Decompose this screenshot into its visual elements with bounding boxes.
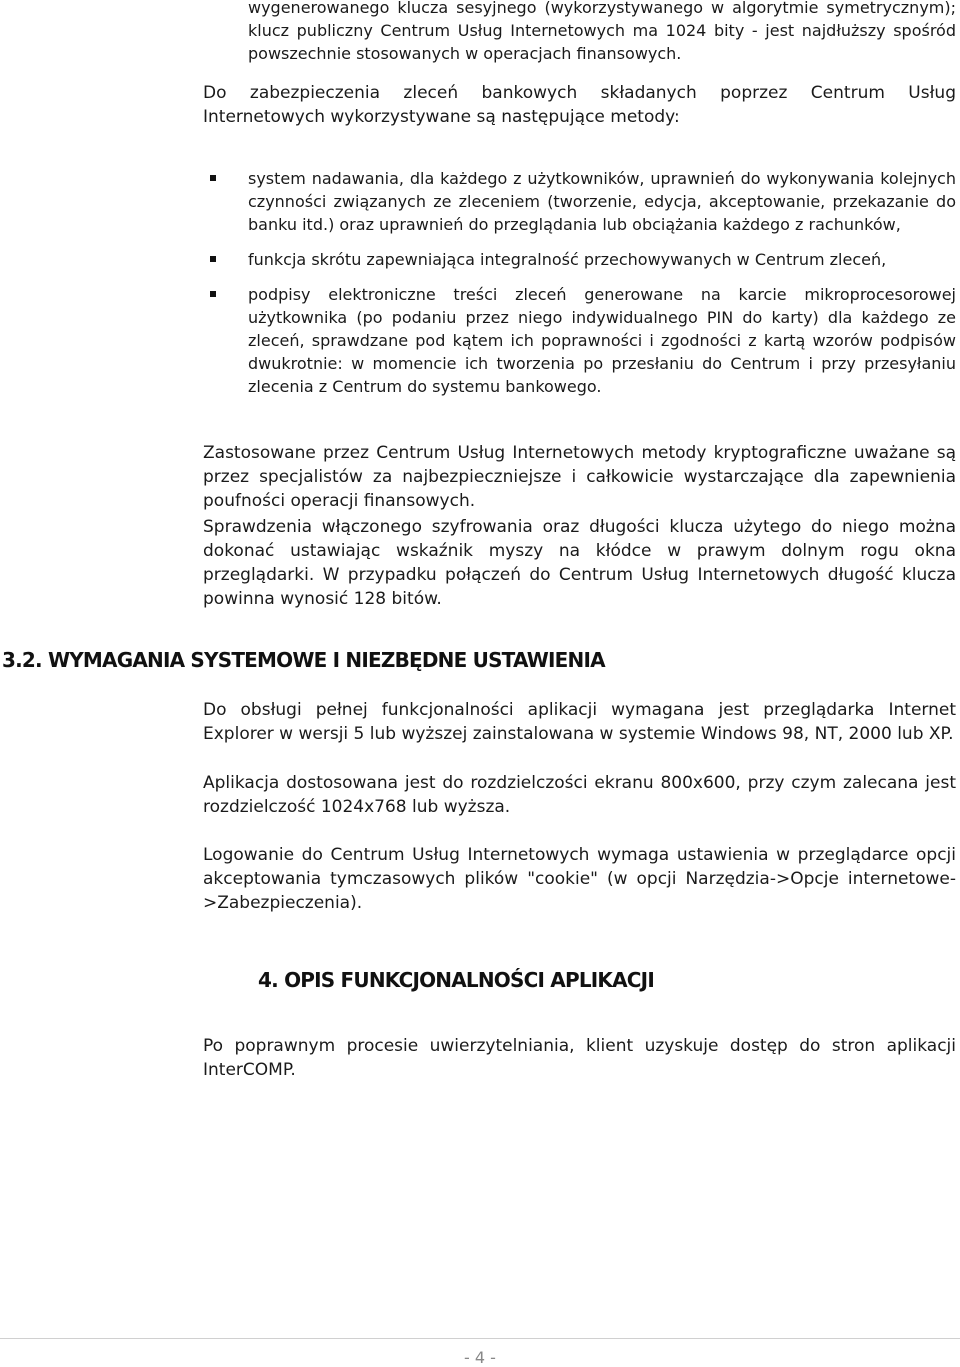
crypto-paragraph-1: Zastosowane przez Centrum Usług Internetowych metody kryptograficzne uważane są przez specjalistów za najbezpieczniejsze i całkowicie wystarczające dla zapewnienia poufności operacji finansowych. bbox=[203, 443, 956, 511]
intro-paragraph: wygenerowanego klucza sesyjnego (wykorzystywanego w algorytmie symetrycznym); klucz publiczny Centrum Usług Internetowych ma 1024 bity - jest najdłuższy spośród powszechnie stosowanych w operacjach finansowych. bbox=[248, 0, 956, 63]
list-item bbox=[210, 167, 956, 236]
page-number: - 4 - bbox=[464, 1348, 496, 1367]
requirements-paragraph-3: Logowanie do Centrum Usług Internetowych wymaga ustawienia w przeglądarce opcji akceptowania tymczasowych plików "cookie" (w opcji Narzędzia->Opcje internetowe->Zabezpieczenia). bbox=[203, 845, 956, 913]
list-item-text: podpisy elektroniczne treści zleceń generowane na karcie mikroprocesorowej użytkownika (po podaniu przez niego indywidualnego PIN do karty) dla każdego ze zleceń, sprawdzane pod kątem ich poprawności i zgodności z kartą wzorów podpisów dwukrotnie: w momencie ich tworzenia po przesłaniu do Centrum i przy przesyłaniu zlecenia z Centrum do systemu bankowego. bbox=[248, 285, 956, 396]
section-heading-3-2: 3.2. WYMAGANIA SYSTEMOWE I NIEZBĘDNE USTAWIENIA bbox=[2, 648, 605, 672]
list-item-text: system nadawania, dla każdego z użytkowników, uprawnień do wykonywania kolejnych czynności związanych ze zleceniem (tworzenie, edycja, akceptowanie, przekazanie do banku itd.) oraz uprawnień do przeglądania lub obciążania każdego z rachunków, bbox=[248, 169, 956, 234]
square-bullet-icon bbox=[210, 256, 216, 262]
list-item-text: funkcja skrótu zapewniająca integralność przechowywanych w Centrum zleceń, bbox=[248, 250, 887, 269]
square-bullet-icon bbox=[210, 175, 216, 181]
list-item bbox=[210, 283, 956, 398]
methods-list bbox=[210, 167, 956, 410]
requirements-paragraph-2: Aplikacja dostosowana jest do rozdzielczości ekranu 800x600, przy czym zalecana jest rozdzielczość 1024x768 lub wyższa. bbox=[203, 773, 956, 817]
requirements-paragraph-1: Do obsługi pełnej funkcjonalności aplikacji wymagana jest przeglądarka Internet Explorer w wersji 5 lub wyższej zainstalowana w systemie Windows 98, NT, 2000 lub XP. bbox=[203, 700, 956, 744]
methods-intro-paragraph: Do zabezpieczenia zleceń bankowych składanych poprzez Centrum Usług Internetowych wykorzystywane są następujące metody: bbox=[203, 83, 956, 127]
functionality-paragraph: Po poprawnym procesie uwierzytelniania, klient uzyskuje dostęp do stron aplikacji InterCOMP. bbox=[203, 1036, 956, 1080]
section-heading-4: 4. OPIS FUNKCJONALNOŚCI APLIKACJI bbox=[258, 968, 654, 992]
crypto-paragraph-2: Sprawdzenia włączonego szyfrowania oraz długości klucza użytego do niego można dokonać ustawiając wskaźnik myszy na kłódce w prawym dolnym rogu okna przeglądarki. W przypadku połączeń do Centrum Usług Internetowych długość klucza powinna wynosić 128 bitów. bbox=[203, 517, 956, 609]
list-item bbox=[210, 248, 956, 271]
square-bullet-icon bbox=[210, 291, 216, 297]
footer-divider bbox=[0, 1338, 960, 1339]
